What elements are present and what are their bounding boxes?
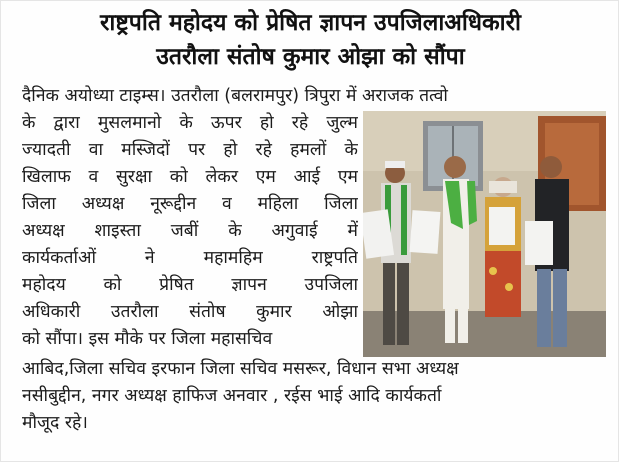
body-line-9: अधिकारी उतरौला संतोष कुमार ओझा xyxy=(22,302,358,322)
body-line-8: महोदय को प्रेषित ज्ञापन उपजिला xyxy=(22,275,358,295)
body-line-4: खिलाफ व सुरक्षा को लेकर एम आई एम xyxy=(22,167,358,187)
body-line-13: मौजूद रहे। xyxy=(22,413,88,433)
body-line-1: दैनिक अयोध्या टाइम्स। उतरौला (बलरामपुर) त्रिपुरा में अराजक तत्वो xyxy=(22,86,448,106)
headline-line-1: राष्ट्रपति महोदय को प्रेषित ज्ञापन उपजिलाअधिकारी xyxy=(100,10,521,36)
news-photo xyxy=(363,111,606,357)
body-line-12: नसीबुद्दीन, नगर अध्यक्ष हाफिज अनवार , रईस भाई आदि कार्यकर्ता xyxy=(22,386,442,406)
news-photo-illustration xyxy=(363,111,606,357)
body-line-6: अध्यक्ष शाइस्ता जबीं के अगुवाई में xyxy=(22,221,358,241)
headline-line-2: उतरौला संतोष कुमार ओझा को सौंपा xyxy=(156,44,465,70)
body-line-10: को सौंपा। इस मौके पर जिला महासचिव xyxy=(22,329,273,349)
body-line-5: जिला अध्यक्ष नूरूद्दीन व महिला जिला xyxy=(22,194,358,214)
body-line-11: आबिद,जिला सचिव इरफान जिला सचिव मसरूर, विधान सभा अध्यक्ष xyxy=(22,359,459,379)
body-line-2: के द्वारा मुसलमानो के ऊपर हो रहे जुल्म xyxy=(22,113,358,133)
body-line-7: कार्यकर्ताओं ने महामहिम राष्ट्रपति xyxy=(22,248,358,268)
body-line-3: ज्यादती वा मस्जिदों पर हो रहे हमलों के xyxy=(22,140,358,160)
